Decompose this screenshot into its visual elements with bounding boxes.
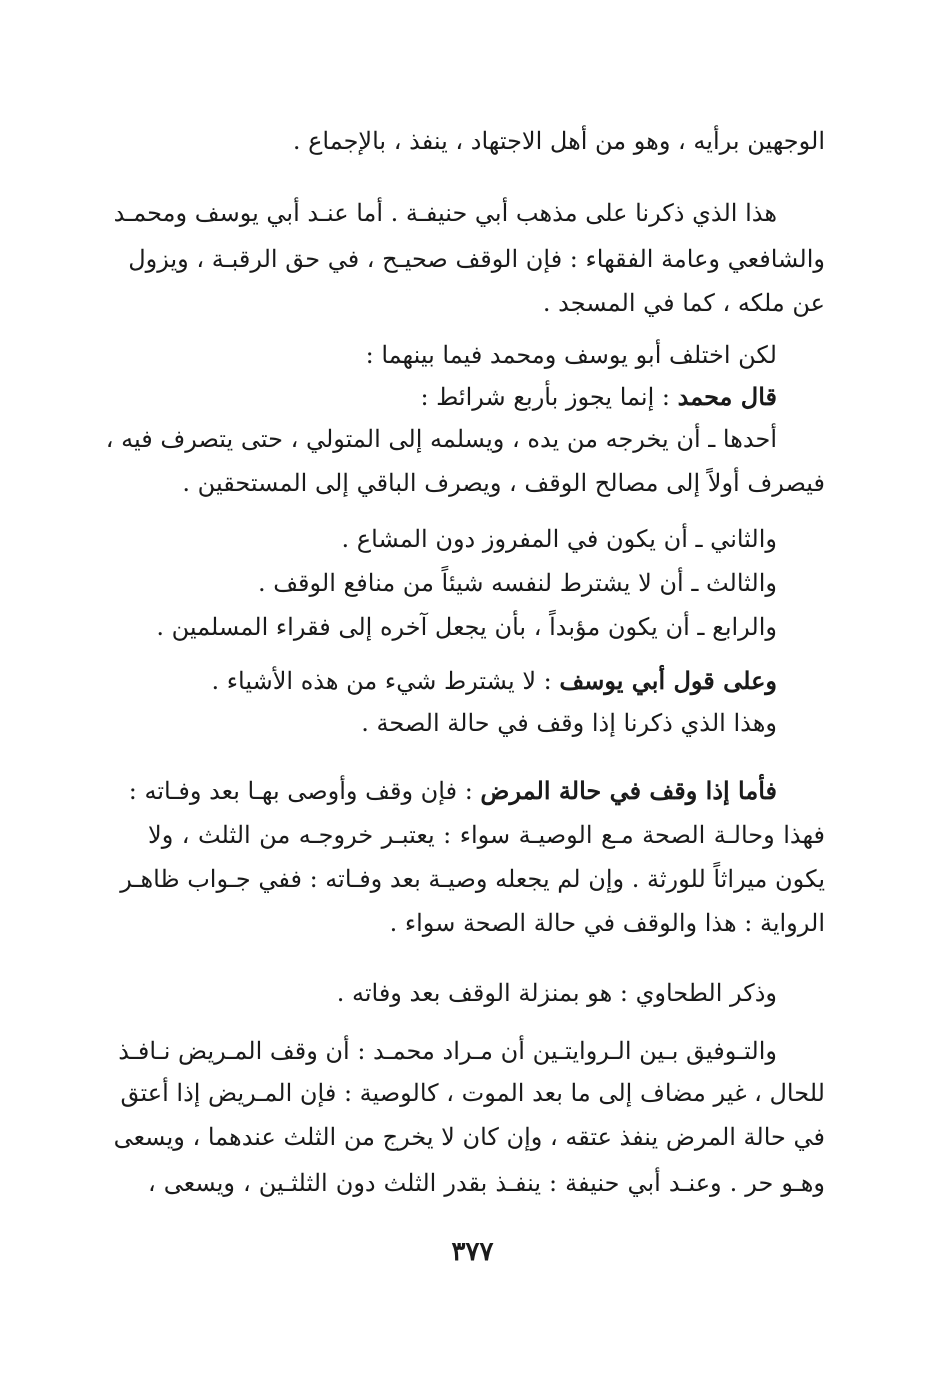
text-line: فأما إذا وقف في حالة المرض : فإن وقف وأوصى بهـا بعد وفـاته : — [128, 776, 777, 805]
text-line: في حالة المرض ينفذ عتقه ، وإن كان لا يخرج من الثلث عندهما ، ويسعى — [113, 1123, 825, 1151]
text-line: فهذا وحالـة الصحة مـع الوصيـة سواء : يعتبـر خروجـه من الثلث ، ولا — [148, 821, 825, 849]
text-line: وهـو حر . وعنـد أبي حنيفة : ينفـذ بقدر الثلث دون الثلثـين ، ويسعى ، — [148, 1169, 825, 1197]
text-line: وذكر الطحاوي : هو بمنزلة الوقف بعد وفاته . — [336, 979, 777, 1007]
text-line: والرابع ـ أن يكون مؤبداً ، بأن يجعل آخره إلى فقراء المسلمين . — [156, 613, 777, 641]
text-line: والتـوفيق بـين الـروايتـين أن مـراد محمـد : أن وقف المـريض نـافـذ — [118, 1037, 777, 1065]
text-line: قال محمد : إنما يجوز بأربع شرائط : — [420, 382, 777, 411]
text-line: لكن اختلف أبو يوسف ومحمد فيما بينهما : — [365, 341, 777, 369]
bold-lead: قال محمد — [677, 382, 777, 411]
text-line: والثاني ـ أن يكون في المفروز دون المشاع . — [341, 525, 777, 553]
text-line: أحدها ـ أن يخرجه من يده ، ويسلمه إلى المتولي ، حتى يتصرف فيه ، — [105, 425, 777, 453]
text-line: هذا الذي ذكرنا على مذهب أبي حنيفـة . أما عنـد أبي يوسف ومحمـد — [113, 199, 777, 227]
page-number: ٣٧٧ — [451, 1237, 494, 1267]
text-line: فيصرف أولاً إلى مصالح الوقف ، ويصرف الباقي إلى المستحقين . — [182, 469, 825, 497]
bold-lead: وعلى قول أبي يوسف — [559, 666, 777, 695]
text-line: عن ملكه ، كما في المسجد . — [542, 289, 825, 317]
text-line: يكون ميراثاً للورثة . وإن لم يجعله وصيـة بعد وفـاته : ففي جـواب ظاهـر — [120, 865, 825, 893]
text-line: والشافعي وعامة الفقهاء : فإن الوقف صحيـح ، في حق الرقبـة ، ويزول — [128, 245, 825, 273]
text-line: الرواية : هذا والوقف في حالة الصحة سواء . — [389, 909, 825, 937]
bold-lead: فأما إذا وقف في حالة المرض — [480, 776, 777, 805]
text-line: للحال ، غير مضاف إلى ما بعد الموت ، كالوصية : فإن المـريض إذا أعتق — [120, 1079, 825, 1107]
text-line: وعلى قول أبي يوسف : لا يشترط شيء من هذه الأشياء . — [211, 666, 777, 695]
text-line: والثالث ـ أن لا يشترط لنفسه شيئاً من منافع الوقف . — [257, 569, 777, 597]
text-line: الوجهين برأيه ، وهو من أهل الاجتهاد ، ينفذ ، بالإجماع . — [292, 127, 825, 155]
text-line: وهذا الذي ذكرنا إذا وقف في حالة الصحة . — [361, 709, 777, 737]
